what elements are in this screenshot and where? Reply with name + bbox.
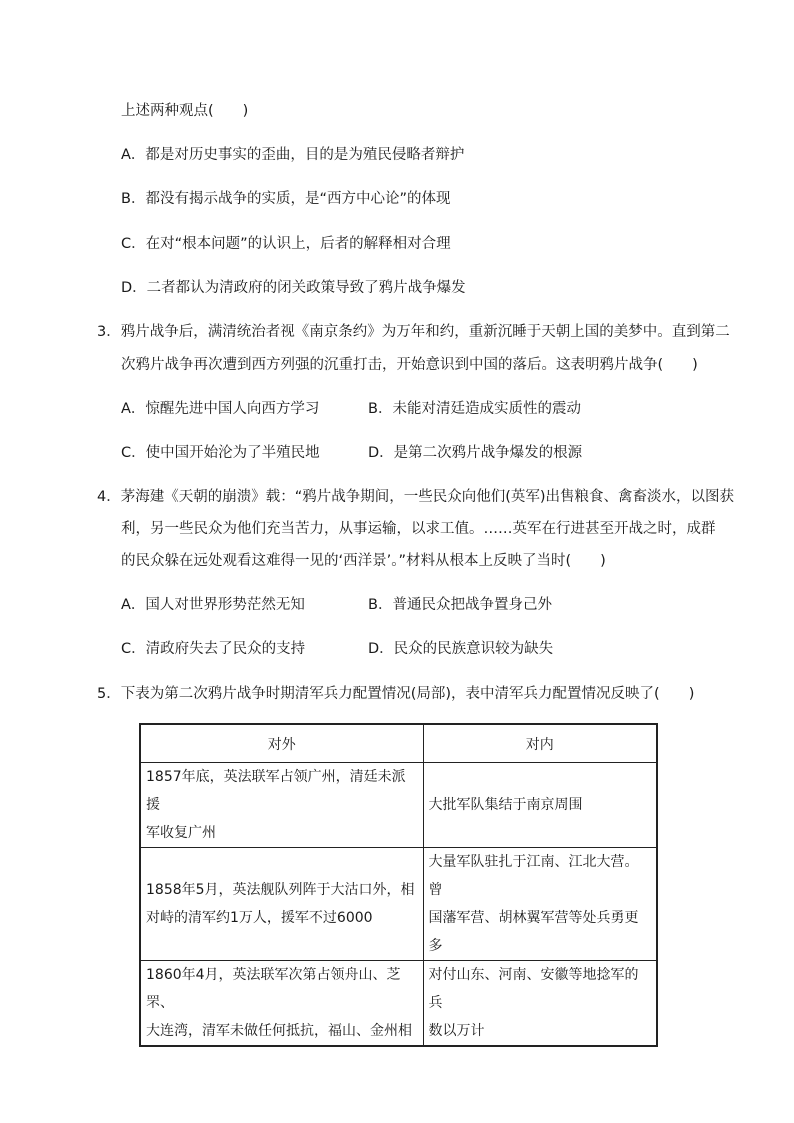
cell-line: 对峙的清军约1万人，援军不过6000 [146, 910, 373, 926]
table-header-row [140, 724, 657, 763]
cell-line: 大批军队集结于南京周围 [428, 797, 583, 813]
q4-option-a: A．国人对世界形势茫然无知 [121, 597, 305, 613]
q4-stem-line-2: 利，另一些民众为他们充当苦力，从事运输，以求工值。……英军在行进甚至开战之时，成群 [121, 521, 716, 537]
q4-option-b: B．普通民众把战争置身己外 [368, 597, 552, 613]
q4-option-c: C．清政府失去了民众的支持 [121, 641, 306, 657]
table-header-foreign: 对外 [140, 724, 423, 763]
q5-stem: 5．下表为第二次鸦片战争时期清军兵力配置情况(局部)，表中清军兵力配置情况反映了( ) [97, 686, 695, 702]
table-cell-foreign [140, 763, 423, 848]
q4-stem-line-3: 的民众躲在远处观看这难得一见的‘西洋景’。”材料从根本上反映了当时( ) [121, 553, 606, 569]
table-cell-domestic [423, 848, 657, 961]
table-cell-domestic [423, 763, 657, 848]
cell-line: 大连湾，清军未做任何抵抗，福山、金州相 [146, 1023, 412, 1039]
table-cell-domestic [423, 961, 657, 1047]
q3-stem-line-2: 次鸦片战争再次遭到西方列强的沉重打击，开始意识到中国的落后。这表明鸦片战争( ) [121, 357, 698, 373]
q3-option-c: C．使中国开始沦为了半殖民地 [121, 445, 320, 461]
q3-option-b: B．未能对清廷造成实质性的震动 [368, 401, 581, 417]
table-row [140, 961, 657, 1047]
cell-line: 军收复广州 [146, 825, 216, 841]
cell-line: 数以万计 [428, 1023, 485, 1039]
q2-option-b: B．都没有揭示战争的实质，是“西方中心论”的体现 [121, 191, 451, 207]
table-row [140, 763, 657, 848]
table-cell-foreign [140, 848, 423, 961]
cell-line: 1858年5月，英法舰队列阵于大沽口外，相 [146, 882, 415, 898]
q2-option-a: A．都是对历史事实的歪曲，目的是为殖民侵略者辩护 [121, 147, 465, 163]
q3-option-a: A．惊醒先进中国人向西方学习 [121, 401, 320, 417]
q4-stem-line-1: 4．茅海建《天朝的崩溃》载：“鸦片战争期间，一些民众向他们(英军)出售粮食、禽畜淡水，以图获 [97, 489, 735, 505]
cell-line: 大量军队驻扎于江南、江北大营。曾 [428, 854, 639, 898]
cell-line: 对付山东、河南、安徽等地捻军的兵 [428, 967, 639, 1011]
q3-stem-line-1: 3．鸦片战争后，满清统治者视《南京条约》为万年和约，重新沉睡于天朝上国的美梦中。直到第二 [97, 324, 730, 340]
q2-option-d: D．二者都认为清政府的闭关政策导致了鸦片战争爆发 [121, 280, 466, 296]
troop-deployment-table [139, 723, 658, 1047]
q4-option-d: D．民众的民族意识较为缺失 [368, 641, 554, 657]
cell-line: 1857年底，英法联军占领广州，清廷未派援 [146, 769, 406, 813]
q2-stem-end: 上述两种观点( ) [121, 103, 249, 119]
cell-line: 国藩军营、胡林翼军营等处兵勇更多 [428, 910, 639, 954]
table-cell-foreign [140, 961, 423, 1047]
q3-option-d: D．是第二次鸦片战争爆发的根源 [368, 445, 583, 461]
table-header-domestic: 对内 [423, 724, 657, 763]
cell-line: 1860年4月，英法联军次第占领舟山、芝罘、 [146, 967, 401, 1011]
q2-option-c: C．在对“根本问题”的认识上，后者的解释相对合理 [121, 236, 451, 252]
table-row [140, 848, 657, 961]
